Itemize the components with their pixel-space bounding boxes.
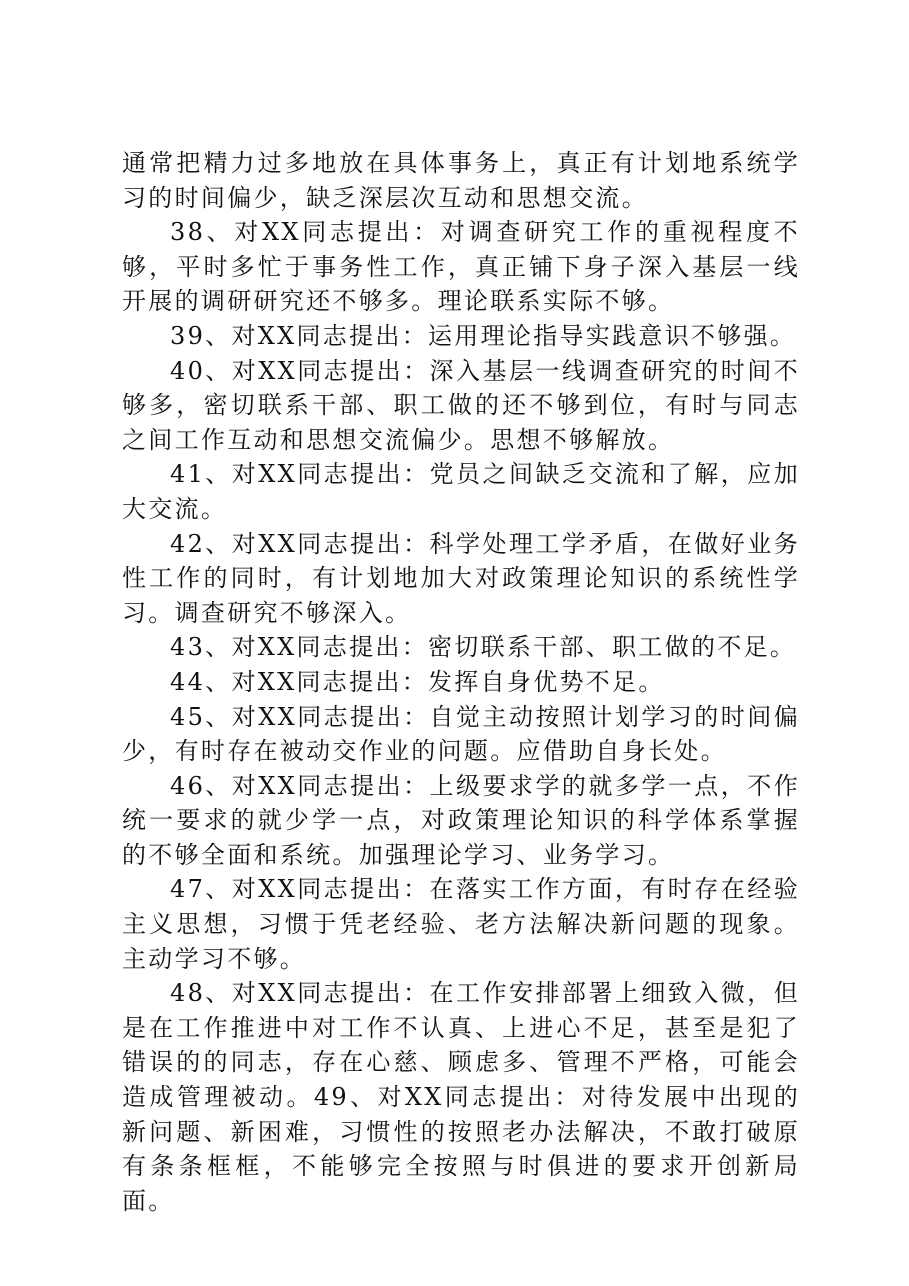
paragraph-item-44: 44、对XX同志提出：发挥自身优势不足。: [170, 667, 665, 696]
paragraph-item-45: 45、对XX同志提出：自觉主动按照计划学习的时间偏少，有时存在被动交作业的问题。应借助自身长处。: [122, 702, 800, 766]
paragraph-item-39: 39、对XX同志提出：运用理论指导实践意识不够强。: [170, 321, 797, 350]
paragraph-item-48-49: 48、对XX同志提出：在工作安排部署上细致入微，但是在工作推进中对工作不认真、上进心不足，甚至是犯了错误的的同志，存在心慈、顾虑多、管理不严格，可能会造成管理被动。49、对XX同志提出：对待发展中出现的新问题、新困难，习惯性的按照老办法解决，不敢打破原有条条框框，不能够完全按照与时俱进的要求开创新局面。: [122, 979, 800, 1215]
paragraph-item-42: 42、对XX同志提出：科学处理工学矛盾，在做好业务性工作的同时，有计划地加大对政策理论知识的系统性学习。调查研究不够深入。: [122, 529, 800, 627]
paragraph-item-43: 43、对XX同志提出：密切联系干部、职工做的不足。: [170, 633, 797, 662]
paragraph-item-38: 38、对XX同志提出：对调查研究工作的重视程度不够，平时多忙于事务性工作，真正铺下身子深入基层一线开展的调研研究还不够多。理论联系实际不够。: [122, 218, 800, 316]
paragraph-item-41: 41、对XX同志提出：党员之间缺乏交流和了解，应加大交流。: [122, 460, 800, 523]
document-body: [122, 146, 800, 1218]
paragraph-item-47: 47、对XX同志提出：在落实工作方面，有时存在经验主义思想，习惯于凭老经验、老方法解决新问题的现象。主动学习不够。: [122, 875, 800, 973]
paragraph-continuation: 通常把精力过多地放在具体事务上，真正有计划地系统学习的时间偏少，缺乏深层次互动和思想交流。: [122, 149, 800, 212]
paragraph-item-40: 40、对XX同志提出：深入基层一线调查研究的时间不够多，密切联系干部、职工做的还不够到位，有时与同志之间工作互动和思想交流偏少。思想不够解放。: [122, 356, 800, 454]
paragraph-item-46: 46、对XX同志提出：上级要求学的就多学一点，不作统一要求的就少学一点，对政策理论知识的科学体系掌握的不够全面和系统。加强理论学习、业务学习。: [122, 771, 800, 869]
